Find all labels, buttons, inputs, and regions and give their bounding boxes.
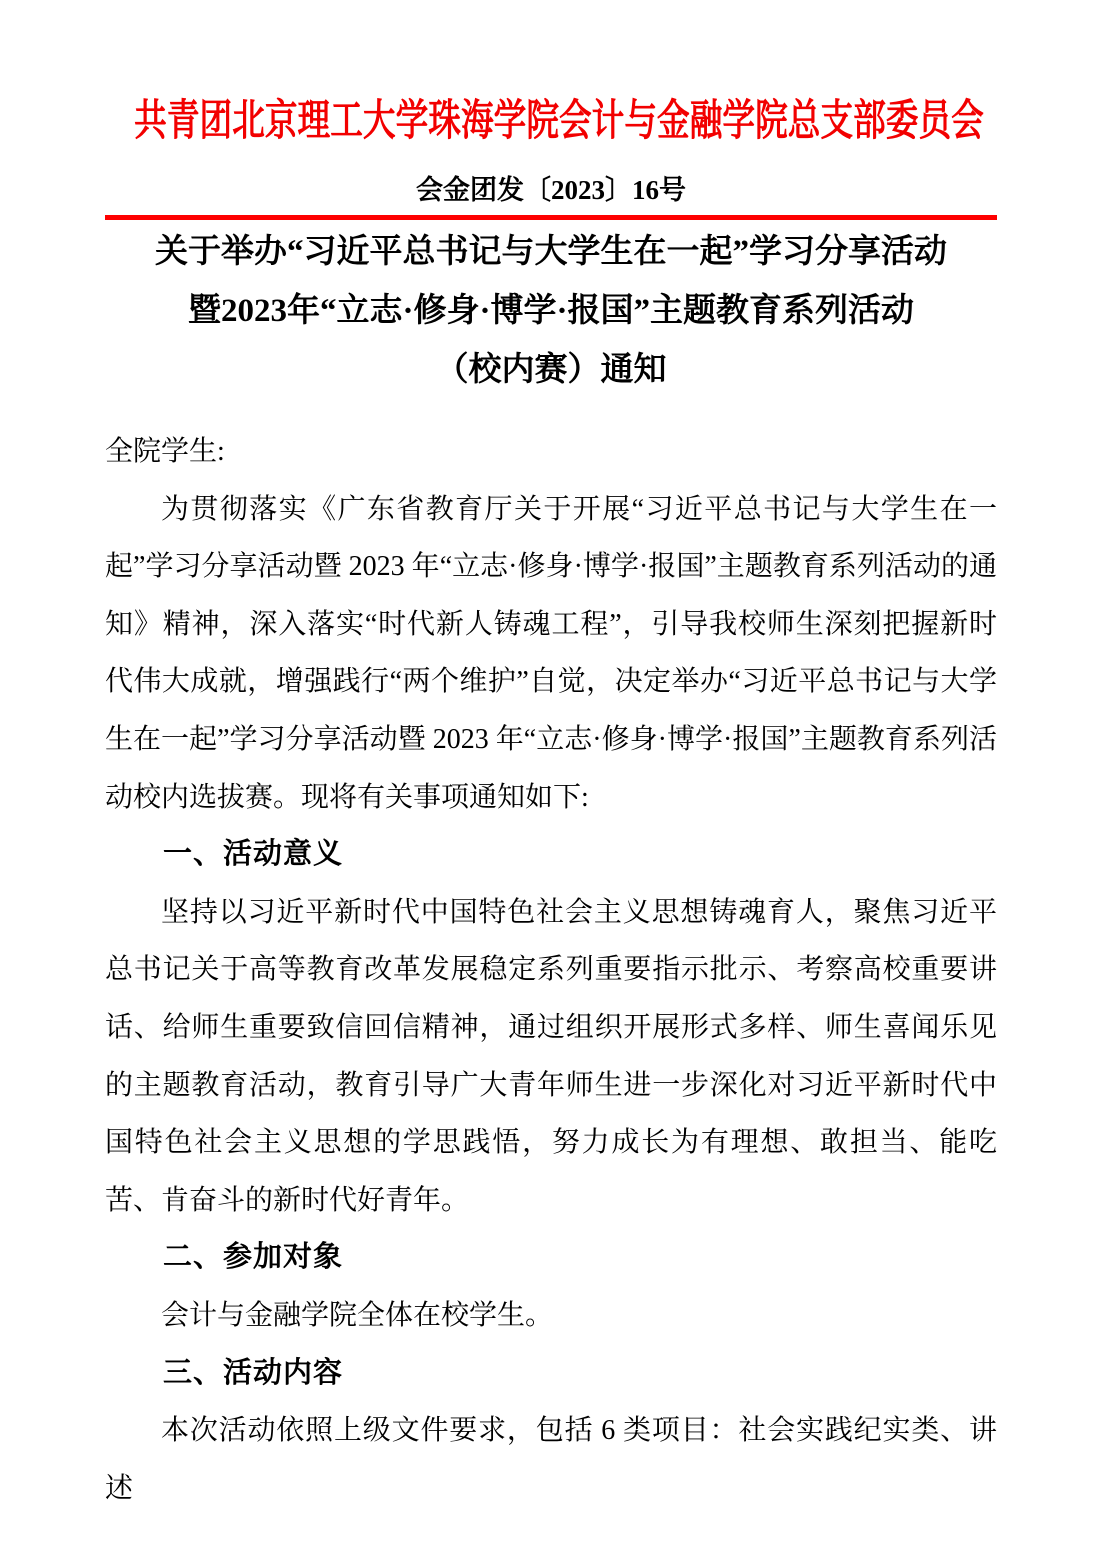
- doc-reference-number: 会金团发〔2023〕16号: [416, 175, 686, 205]
- paragraph-participants: 会计与金融学院全体在校学生。: [161, 1299, 554, 1331]
- section-heading-1-activity-significance: 一、活动意义: [163, 838, 344, 871]
- document-title-line-1: 关于举办“习近平总书记与大学生在一起”学习分享活动: [155, 234, 947, 270]
- section-heading-3-activity-content: 三、活动内容: [163, 1356, 344, 1389]
- salutation: 全院学生:: [105, 436, 225, 467]
- document-body: [105, 423, 997, 1517]
- paragraph-activity-content-truncated: 本次活动依照上级文件要求，包括 6 类项目：社会实践纪实类、讲述: [105, 1415, 997, 1504]
- document-title: [105, 223, 997, 400]
- document-title-line-3: （校内赛）通知: [435, 352, 667, 388]
- paragraph-intro: 为贯彻落实《广东省教育厅关于开展“习近平总书记与大学生在一起”学习分享活动暨 2023 年“立志·修身·博学·报国”主题教育系列活动的通知》精神，深入落实“时代新人铸魂工程”，引导我校师生深刻把握新时代伟大成就，增强践行“两个维护”自觉，决定举办“习近平总书记与大学生在一起”学习分享活动暨 2023 年“立志·修身·博学·报国”主题教育系列活动校内选拔赛。现将有关事项通知如下:: [105, 493, 997, 813]
- section-heading-2-participants: 二、参加对象: [163, 1241, 344, 1274]
- letterhead-org-title: [0, 92, 1102, 152]
- letterhead-divider-rule: [105, 215, 997, 220]
- document-title-line-2: 暨2023年“立志·修身·博学·报国”主题教育系列活动: [187, 293, 915, 329]
- letterhead-org-title-text: 共青团北京理工大学珠海学院会计与金融学院总支部委员会: [134, 98, 984, 145]
- paragraph-activity-significance: 坚持以习近平新时代中国特色社会主义思想铸魂育人，聚焦习近平总书记关于高等教育改革发展稳定系列重要指示批示、考察高校重要讲话、给师生重要致信回信精神，通过组织开展形式多样、师生喜闻乐见的主题教育活动，教育引导广大青年师生进一步深化对习近平新时代中国特色社会主义思想的学思践悟，努力成长为有理想、敢担当、能吃苦、肯奋斗的新时代好青年。: [105, 896, 997, 1216]
